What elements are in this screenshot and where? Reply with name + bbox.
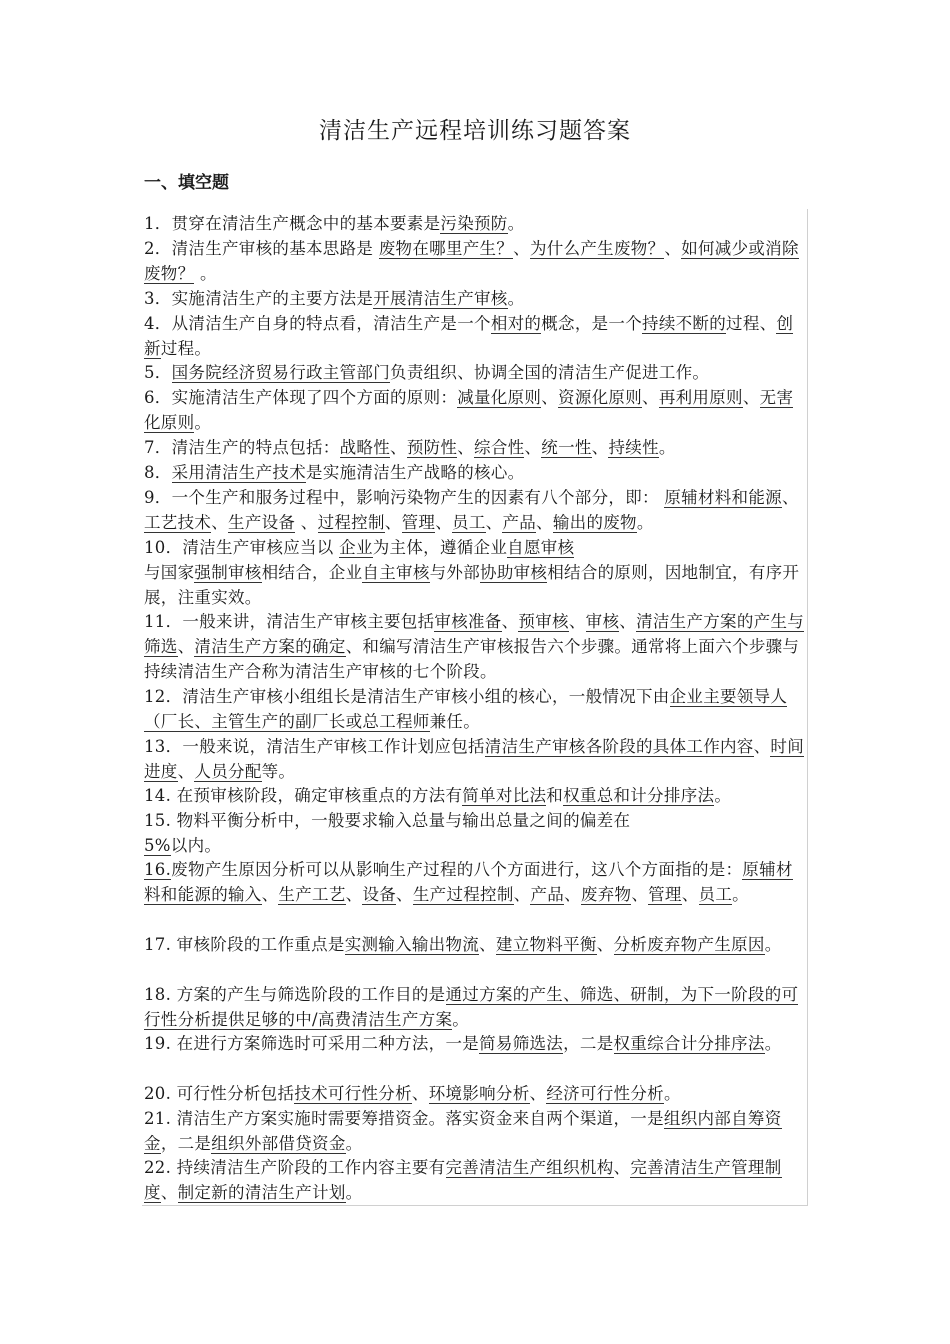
- question-item: [144, 287, 808, 312]
- question-text: 、: [177, 761, 195, 781]
- answer-blank: 为什么产生废物？: [529, 239, 665, 258]
- answer-blank: 再利用原则: [658, 388, 743, 407]
- question-item: [144, 1082, 808, 1107]
- question-text: 6．实施清洁生产体现了四个方面的原则：: [144, 388, 458, 407]
- question-text: 、: [485, 512, 503, 532]
- answer-blank: 自主审核: [362, 562, 430, 582]
- question-text: 。: [452, 1009, 470, 1029]
- question-text: 。: [194, 263, 217, 283]
- question-item: [144, 1032, 808, 1057]
- answer-blank: 设备: [362, 884, 397, 904]
- question-text: 与国家: [144, 562, 195, 582]
- answer-blank: 统一性: [541, 438, 592, 457]
- question-text: 19. 在进行方案筛选时可采用二种方法，一是: [144, 1034, 480, 1053]
- question-item: [144, 933, 808, 958]
- answer-blank: 企业: [339, 538, 373, 557]
- question-text: 、: [345, 884, 363, 904]
- question-item: [144, 858, 808, 908]
- answer-blank: 企业主要领导人（厂长、主管生产的副厂长或总工程师: [144, 687, 788, 731]
- answer-blank: 相对的: [490, 314, 542, 333]
- question-text: 、: [390, 438, 407, 457]
- answer-blank: 工艺技术: [144, 512, 212, 532]
- answer-blank: 输出的废物: [552, 512, 637, 532]
- question-item: [144, 1156, 808, 1206]
- answer-blank: 审核准备: [434, 612, 502, 631]
- answer-blank: 资源化原则: [558, 388, 643, 407]
- question-text: 7．清洁生产的特点包括：: [144, 438, 340, 457]
- answer-blank: 权重总和计分排序法: [563, 786, 715, 805]
- answer-blank: 采用清洁生产技术: [171, 463, 307, 482]
- answer-blank: 生产工艺: [278, 884, 346, 904]
- question-text: 、: [619, 612, 637, 631]
- answer-blank: 人员分配: [194, 761, 262, 781]
- question-text: 、: [529, 1084, 547, 1103]
- answer-blank: 创新: [144, 314, 794, 358]
- question-text: 、: [596, 935, 614, 954]
- question-item: [144, 237, 808, 287]
- question-item: [144, 735, 808, 785]
- question-text: 、: [568, 612, 586, 631]
- question-text: 。: [714, 786, 732, 805]
- answer-blank: 组织内部自筹资金: [144, 1109, 782, 1153]
- question-text: 、: [261, 884, 279, 904]
- question-text: 5．: [144, 363, 172, 382]
- question-text: 是实施清洁生产战略的核心。: [306, 463, 525, 482]
- question-text: 为主体，遵循企业: [372, 538, 508, 557]
- answer-blank: 原辅材料和能源的输入: [144, 860, 793, 904]
- question-text: 、: [541, 388, 559, 407]
- answer-blank: 技术可行性分析: [294, 1084, 412, 1103]
- answer-blank: 16.: [144, 860, 172, 879]
- question-text: 、: [513, 239, 530, 258]
- question-text: 、: [631, 884, 649, 904]
- question-text: 、: [681, 884, 699, 904]
- question-item: [144, 536, 808, 610]
- question-text: 、: [753, 737, 771, 756]
- question-text: 与外部: [429, 562, 481, 582]
- question-item: [144, 1107, 808, 1157]
- question-text: 。: [764, 1034, 782, 1053]
- question-text: 、: [479, 935, 496, 954]
- answer-blank: 组织外部借贷资金: [211, 1133, 346, 1153]
- answer-blank: 产品: [530, 884, 565, 904]
- question-item: [144, 386, 808, 436]
- question-text: 、和编写清洁生产审核报告六个步骤。通常将上面六个步骤与持续清洁生产合称为清洁生产审核的七个阶段。: [144, 636, 800, 681]
- question-text: 、: [781, 488, 799, 507]
- answer-blank: 协助审核: [480, 562, 548, 582]
- question-item: [144, 361, 808, 386]
- question-text: 、: [384, 512, 402, 532]
- answer-blank: 员工: [452, 512, 486, 532]
- answer-blank: 产品: [502, 512, 537, 532]
- question-item: [144, 983, 808, 1033]
- question-text: 21. 清洁生产方案实施时需要筹措资金。落实资金来自两个渠道，一是: [144, 1109, 664, 1128]
- answer-blank: 清洁生产审核各阶段的具体工作内容: [484, 737, 754, 756]
- answer-blank: 无害化原则: [144, 388, 794, 432]
- question-text: 2．清洁生产审核的基本思路是: [144, 239, 379, 258]
- answer-blank: 减量化原则: [457, 388, 542, 407]
- question-text: ，二是: [160, 1133, 212, 1153]
- answer-blank: 管理: [648, 884, 682, 904]
- answer-blank: 简单对比法: [462, 786, 547, 805]
- answer-blank: 通过方案的产生、筛选、研制，为下一阶段的可行性分析提供足够的中/高费清洁生产方案: [144, 985, 799, 1029]
- question-text: 过程。: [160, 338, 212, 358]
- question-text: 、: [177, 636, 195, 656]
- question-text: 。: [764, 935, 782, 954]
- answer-blank: 自愿审核: [507, 538, 575, 557]
- question-item: [144, 312, 808, 362]
- question-text: 等。: [261, 761, 296, 781]
- answer-blank: 管理: [401, 512, 436, 532]
- question-text: 22. 持续清洁生产阶段的工作内容主要有: [144, 1158, 446, 1177]
- question-text: 。: [658, 438, 676, 457]
- answer-blank: 废物在哪里产生？: [378, 239, 514, 258]
- question-text: 、: [501, 612, 519, 631]
- question-text: 负责组织、协调全国的清洁生产促进工作。: [390, 363, 710, 382]
- question-text: 、: [536, 512, 553, 532]
- question-text: 17. 审核阶段的工作重点是: [144, 935, 345, 954]
- question-text: 、: [524, 438, 542, 457]
- question-text: 、: [513, 884, 531, 904]
- question-text: ，二是: [563, 1034, 614, 1053]
- question-text: 、: [411, 1084, 429, 1103]
- answer-blank: 废弃物: [580, 884, 632, 904]
- answer-blank: 经济可行性分析: [546, 1084, 664, 1103]
- answer-blank: 环境影响分析: [428, 1084, 530, 1103]
- question-item: [144, 610, 808, 684]
- answer-blank: 权重综合计分排序法: [613, 1034, 765, 1053]
- question-text: 13．一般来说，清洁生产审核工作计划应包括: [144, 737, 485, 756]
- answer-blank: 建立物料平衡: [495, 935, 597, 954]
- question-text: 3．实施清洁生产的主要方法是: [144, 289, 374, 308]
- question-text: 10．清洁生产审核应当以: [144, 538, 340, 557]
- answer-blank: 实测输入输出物流: [344, 935, 480, 954]
- question-text: 1．贯穿在清洁生产概念中的基本要素是: [144, 214, 441, 233]
- question-text: 、: [435, 512, 453, 532]
- answer-blank: 清洁生产方案的产生与筛选: [144, 612, 805, 656]
- question-text: 8．: [144, 463, 172, 482]
- answer-blank: 持续性: [608, 438, 659, 457]
- answer-blank: 制定新的清洁生产计划: [177, 1182, 346, 1202]
- question-text: 9．一个生产和服务过程中，影响污染物产生的因素有八个部分，即：: [144, 488, 665, 507]
- question-text: 相结合，企业: [261, 562, 363, 582]
- question-text: 。: [507, 214, 525, 233]
- question-item: [144, 784, 808, 809]
- answer-blank: 持续不断的: [642, 314, 727, 333]
- answer-blank: 员工: [698, 884, 733, 904]
- answer-blank: 强制审核: [194, 562, 262, 582]
- question-text: 、: [396, 884, 413, 904]
- question-text: 。: [194, 412, 212, 432]
- question-text: 。: [507, 289, 525, 308]
- question-item: [144, 809, 808, 859]
- answer-blank: 5%: [144, 835, 171, 855]
- question-text: 、: [211, 512, 229, 532]
- question-text: 。: [345, 1182, 363, 1202]
- answer-blank: 时间进度: [144, 737, 805, 781]
- answer-blank: 污染预防: [440, 214, 508, 233]
- question-text: 18. 方案的产生与筛选阶段的工作目的是: [144, 985, 446, 1004]
- question-text: 废物产生原因分析可以从影响生产过程的八个方面进行，这八个方面指的是：: [171, 860, 743, 879]
- question-text: 、: [642, 388, 659, 407]
- question-item: [144, 461, 808, 486]
- question-item: [144, 212, 808, 237]
- question-text: 12．清洁生产审核小组组长是清洁生产审核小组的核心，一般情况下由: [144, 687, 670, 706]
- answer-blank: 完善清洁生产组织机构: [445, 1158, 614, 1177]
- question-text: 15. 物料平衡分析中，一般要求输入总量与输出总量之间的偏差在: [144, 811, 631, 830]
- question-text: 14. 在预审核阶段，确定审核重点的方法有: [144, 786, 463, 805]
- question-text: 11．一般来讲，清洁生产审核主要包括: [144, 612, 435, 631]
- answer-blank: 综合性: [474, 438, 525, 457]
- question-text: 。: [732, 884, 749, 904]
- question-text: 、: [591, 438, 609, 457]
- question-item: [144, 685, 808, 735]
- page-title: 清洁生产远程培训练习题答案: [319, 118, 631, 144]
- question-text: 、: [295, 512, 318, 532]
- question-text: 概念，是一个: [541, 314, 643, 333]
- answer-blank: 分析废弃物产生原因: [613, 935, 765, 954]
- question-text: 以内。: [170, 835, 222, 855]
- question-text: 。: [345, 1133, 363, 1153]
- question-text: 20. 可行性分析包括: [144, 1084, 295, 1103]
- question-text: 、: [613, 1158, 631, 1177]
- answer-blank: 原辅材料和能源: [664, 488, 782, 507]
- question-item: [144, 486, 808, 536]
- answer-blank: 简易筛选法: [479, 1034, 564, 1053]
- answer-blank: 过程控制: [317, 512, 385, 532]
- section-heading: 一、填空题: [144, 173, 229, 193]
- answer-blank: 预防性: [406, 438, 458, 457]
- question-text: 。: [636, 512, 654, 532]
- answer-blank: 战略性: [339, 438, 391, 457]
- question-text: 、: [160, 1182, 178, 1202]
- question-text: 兼任。: [429, 711, 481, 731]
- answer-blank: 开展清洁生产审核: [373, 289, 508, 308]
- question-text: 、: [564, 884, 581, 904]
- answer-blank: 如何减少或消除废物？: [144, 239, 799, 283]
- answer-blank: 预审核: [518, 612, 569, 631]
- answer-blank: 生产过程控制: [412, 884, 514, 904]
- question-text: 。: [663, 1084, 681, 1103]
- question-text: 过程、: [726, 314, 777, 333]
- question-item: [144, 436, 808, 461]
- answer-blank: 国务院经济贸易行政主管部门: [171, 363, 391, 382]
- question-text: 、: [664, 239, 682, 258]
- question-text: 4．从清洁生产自身的特点看，清洁生产是一个: [144, 314, 491, 333]
- question-text: 、: [457, 438, 475, 457]
- question-text: 、: [742, 388, 760, 407]
- question-text: 和: [546, 786, 564, 805]
- answer-blank: 完善清洁生产管理制度: [144, 1158, 782, 1202]
- answer-blank: 生产设备: [228, 512, 296, 532]
- answer-blank: 清洁生产方案的确定: [194, 636, 346, 656]
- question-text: 相结合的原则，因地制宜，有序开展，注重实效。: [144, 562, 800, 607]
- answer-blank: 审核: [585, 612, 620, 631]
